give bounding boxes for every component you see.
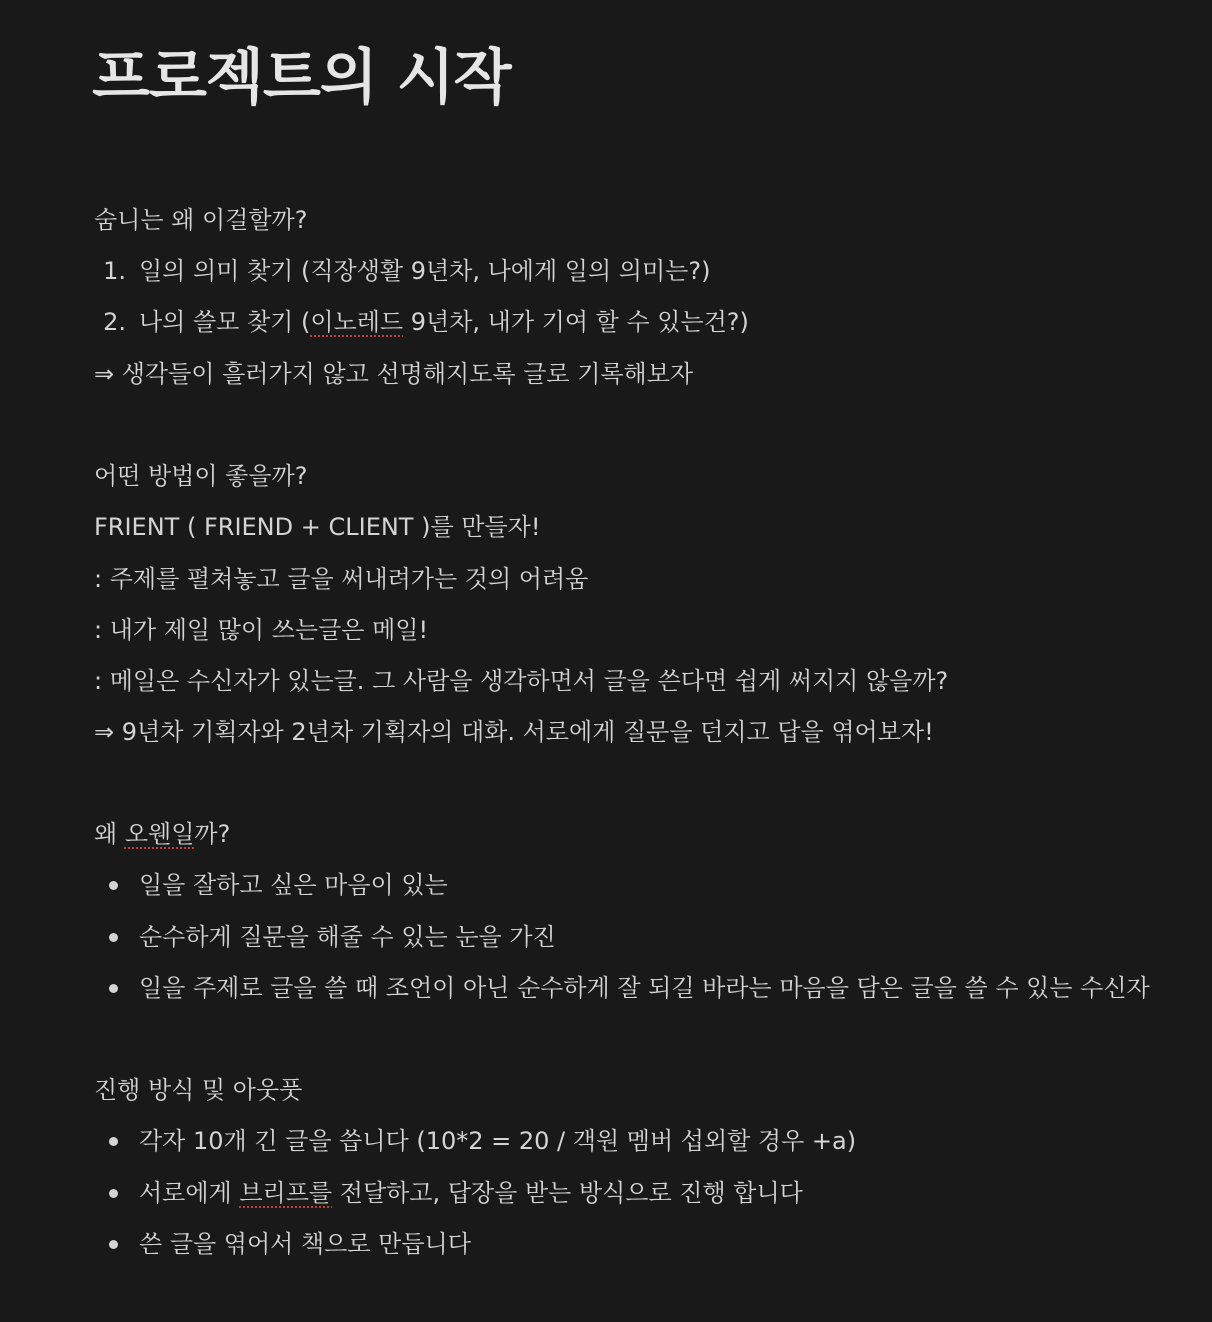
section-conclusion[interactable]: ⇒ 생각들이 흘러가지 않고 선명해지도록 글로 기록해보자	[94, 360, 694, 388]
spellcheck-word[interactable]: 이노레드	[310, 308, 404, 336]
paragraph-line[interactable]: FRIENT ( FRIEND + CLIENT )를 만들자!	[94, 513, 541, 541]
bullet-icon	[109, 1189, 118, 1198]
bullet-list-item[interactable]: 일을 잘하고 싶은 마음이 있는	[139, 871, 448, 899]
section-heading-method[interactable]: 어떤 방법이 좋을까?	[94, 462, 308, 490]
paragraph-line[interactable]: : 메일은 수신자가 있는글. 그 사람을 생각하면서 글을 쓴다면 쉽게 써지지 않을까?	[94, 667, 949, 695]
bullet-icon	[109, 881, 118, 890]
bullet-icon	[109, 1240, 118, 1249]
bullet-list-item[interactable]: 쓴 글을 엮어서 책으로 만듭니다	[139, 1230, 471, 1258]
list-number: 2.	[103, 308, 126, 336]
page-title[interactable]: 프로젝트의 시작	[92, 43, 511, 113]
section-heading-who[interactable]: 왜 오웬일까?	[94, 820, 231, 848]
numbered-list-item[interactable]: 나의 쓸모 찾기 (이노레드 9년차, 내가 기여 할 수 있는건?)	[139, 308, 749, 336]
bullet-list-item[interactable]: 서로에게 브리프를 전달하고, 답장을 받는 방식으로 진행 합니다	[139, 1179, 803, 1207]
bullet-icon	[109, 984, 118, 993]
paragraph-line[interactable]: : 내가 제일 많이 쓰는글은 메일!	[94, 616, 429, 644]
section-heading-process[interactable]: 진행 방식 및 아웃풋	[94, 1076, 303, 1104]
bullet-list-item[interactable]: 각자 10개 긴 글을 씁니다 (10*2 = 20 / 객원 멤버 섭외할 경우 +a)	[139, 1127, 857, 1155]
bullet-list-item[interactable]: 일을 주제로 글을 쓸 때 조언이 아닌 순수하게 잘 되길 바라는 마음을 담은 글을 쓸 수 있는 수신자	[139, 974, 1150, 1002]
paragraph-line[interactable]: ⇒ 9년차 기획자와 2년차 기획자의 대화. 서로에게 질문을 던지고 답을 엮어보자!	[94, 718, 934, 746]
list-number: 1.	[103, 257, 126, 285]
bullet-icon	[109, 933, 118, 942]
paragraph-line[interactable]: : 주제를 펼쳐놓고 글을 써내려가는 것의 어려움	[94, 565, 589, 593]
spellcheck-word[interactable]: 브리프를	[239, 1179, 333, 1207]
spellcheck-word[interactable]: 오웬일	[124, 820, 195, 848]
bullet-list-item[interactable]: 순수하게 질문을 해줄 수 있는 눈을 가진	[139, 923, 556, 951]
numbered-list-item[interactable]: 일의 의미 찾기 (직장생활 9년차, 나에게 일의 의미는?)	[139, 257, 711, 285]
bullet-icon	[109, 1137, 118, 1146]
section-heading-why[interactable]: 숨니는 왜 이걸할까?	[94, 206, 308, 234]
